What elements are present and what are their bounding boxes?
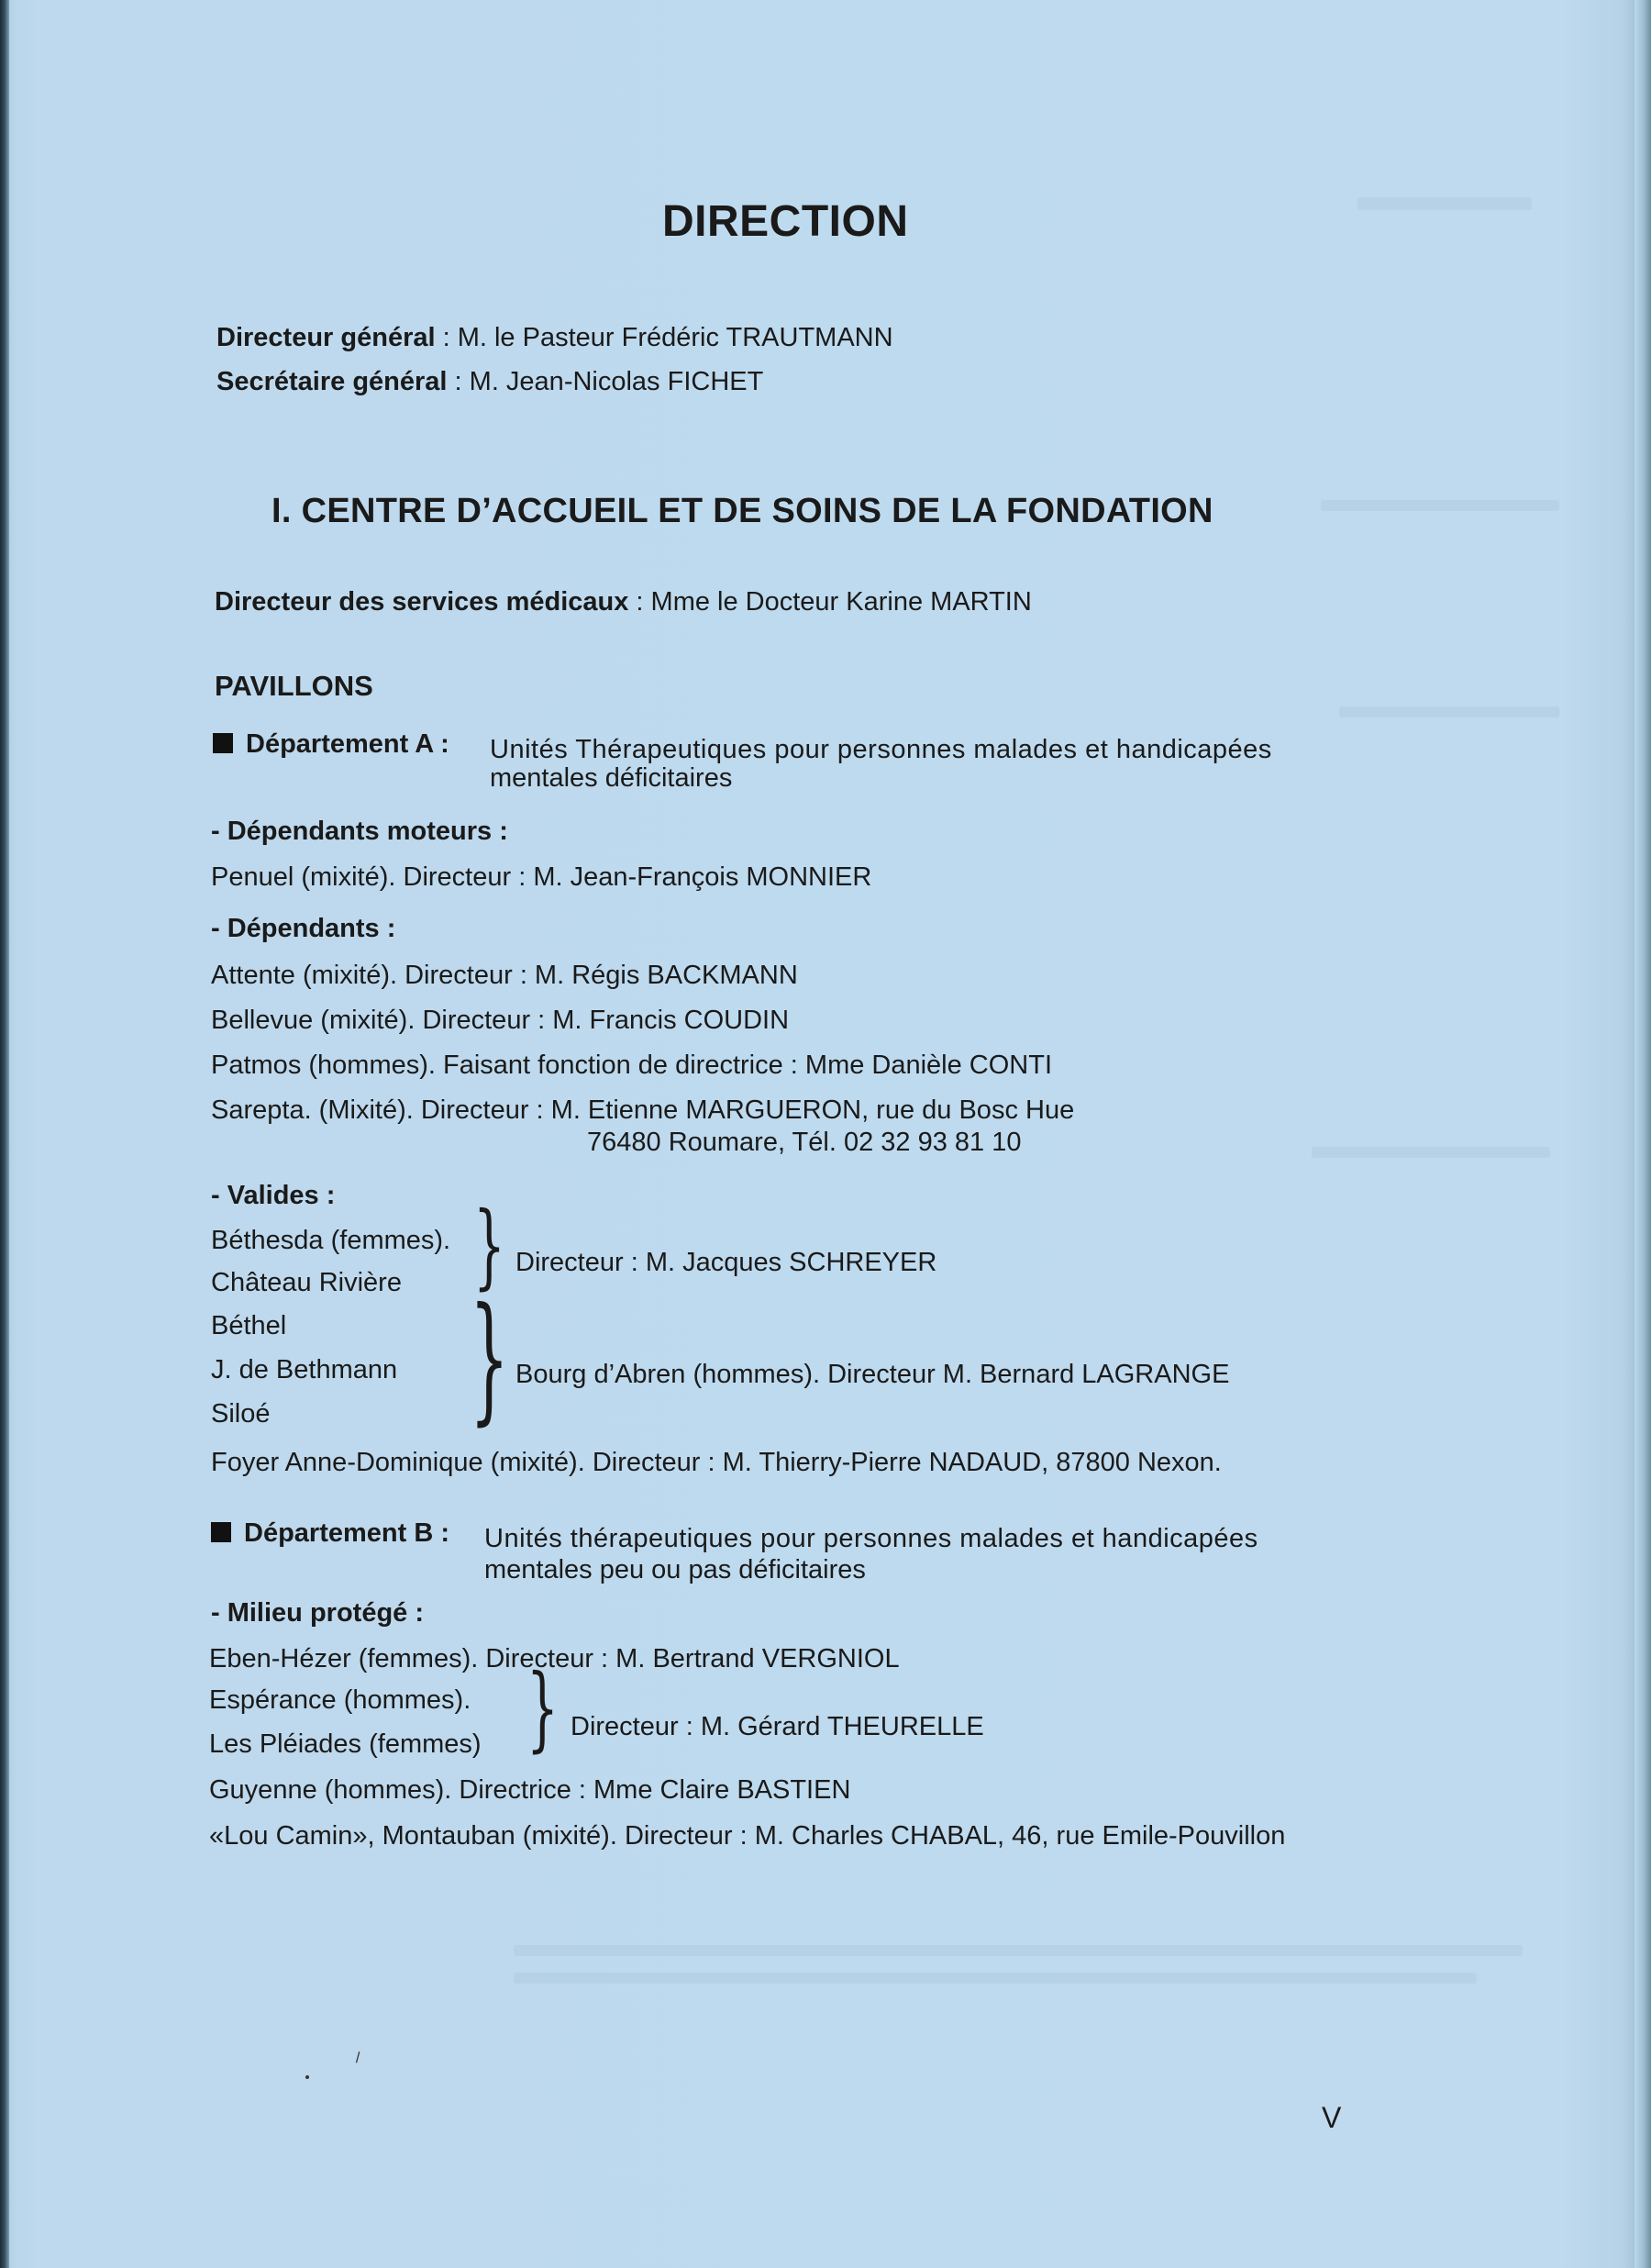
milieu-protege-item: Les Pléiades (femmes) [209, 1729, 482, 1759]
valides-group1-director: Directeur : M. Jacques SCHREYER [515, 1248, 937, 1277]
page-edge-shadow [1634, 0, 1651, 2268]
milieu-protege-group-director: Directeur : M. Gérard THEURELLE [571, 1712, 984, 1741]
valides-item: Béthesda (femmes). [211, 1226, 451, 1255]
page-title: DIRECTION [662, 197, 909, 246]
milieu-protege-item: Espérance (hommes). [209, 1685, 471, 1715]
director-general-line [216, 323, 893, 353]
brace-icon: } [473, 1192, 505, 1299]
dependants-item: Bellevue (mixité). Directeur : M. Francis COUDIN [211, 1006, 790, 1035]
dept-a-desc-line1: Unités Thérapeutiques pour personnes malades et handicapées [490, 735, 1272, 764]
foyer-line: Foyer Anne-Dominique (mixité). Directeur : M. Thierry-Pierre NADAUD, 87800 Nexon. [211, 1448, 1222, 1477]
dependants-moteurs-heading: - Dépendants moteurs : [211, 817, 508, 846]
dependants-item: Sarepta. (Mixité). Directeur : M. Etienne MARGUERON, rue du Bosc Hue [211, 1095, 1075, 1125]
stray-mark: ⸝ [342, 2037, 368, 2068]
book-spine-shadow [0, 0, 9, 2268]
show-through-mark [514, 1973, 1477, 1984]
milieu-protege-item: Guyenne (hommes). Directrice : Mme Claire BASTIEN [209, 1775, 851, 1805]
dependants-heading: - Dépendants : [211, 914, 396, 943]
dependants-item: Patmos (hommes). Faisant fonction de directrice : Mme Danièle CONTI [211, 1051, 1053, 1080]
secretary-general-label: Secrétaire général [216, 367, 448, 396]
brace-icon: } [526, 1654, 559, 1762]
valides-item: J. de Bethmann [211, 1355, 398, 1384]
dependants-item-continued: 76480 Roumare, Tél. 02 32 93 81 10 [587, 1128, 1022, 1157]
page-number: V [1322, 2101, 1342, 2134]
dependants-moteurs-item: Penuel (mixité). Directeur : M. Jean-François MONNIER [211, 862, 872, 892]
pavillons-heading: PAVILLONS [215, 670, 373, 702]
bullet-square-icon [213, 733, 233, 753]
valides-item: Siloé [211, 1399, 271, 1429]
valides-group2-director: Bourg d’Abren (hommes). Directeur M. Bernard LAGRANGE [515, 1360, 1230, 1389]
brace-icon: } [470, 1279, 509, 1439]
milieu-protege-item: «Lou Camin», Montauban (mixité). Directeur : M. Charles CHABAL, 46, rue Emile-Pouvillon [209, 1821, 1286, 1851]
secretary-general-line [216, 367, 763, 397]
valides-item: Béthel [211, 1311, 287, 1340]
show-through-mark [1312, 1147, 1550, 1158]
secretary-general-value: : M. Jean-Nicolas FICHET [447, 367, 764, 396]
dept-b-label: Département B : [244, 1518, 449, 1548]
dept-a-label: Département A : [246, 729, 449, 759]
director-general-label: Directeur général [216, 323, 436, 352]
dependants-item: Attente (mixité). Directeur : M. Régis BACKMANN [211, 961, 798, 990]
dept-b-desc-line1: Unités thérapeutiques pour personnes malades et handicapées [484, 1524, 1258, 1553]
milieu-protege-item: Eben-Hézer (femmes). Directeur : M. Bertrand VERGNIOL [209, 1644, 900, 1673]
show-through-mark [1321, 500, 1559, 511]
stray-dot [305, 2075, 309, 2079]
bullet-square-icon [211, 1522, 231, 1542]
dept-a-label-line [213, 729, 449, 760]
show-through-mark [1339, 706, 1559, 717]
show-through-mark [1357, 197, 1532, 210]
medical-director-label: Directeur des services médicaux [215, 587, 629, 617]
medical-director-value: : Mme le Docteur Karine MARTIN [628, 587, 1032, 617]
dept-b-desc-line2: mentales peu ou pas déficitaires [484, 1555, 866, 1584]
medical-director-line [215, 587, 1032, 617]
dept-a-desc-line2: mentales déficitaires [490, 763, 733, 793]
milieu-protege-heading: - Milieu protégé : [211, 1598, 424, 1628]
section-title: I. CENTRE D’ACCUEIL ET DE SOINS DE LA FONDATION [271, 492, 1213, 530]
dept-b-label-line [211, 1518, 449, 1549]
director-general-value: : M. le Pasteur Frédéric TRAUTMANN [435, 323, 893, 352]
valides-item: Château Rivière [211, 1268, 402, 1297]
valides-heading: - Valides : [211, 1181, 336, 1210]
show-through-mark [514, 1945, 1523, 1956]
